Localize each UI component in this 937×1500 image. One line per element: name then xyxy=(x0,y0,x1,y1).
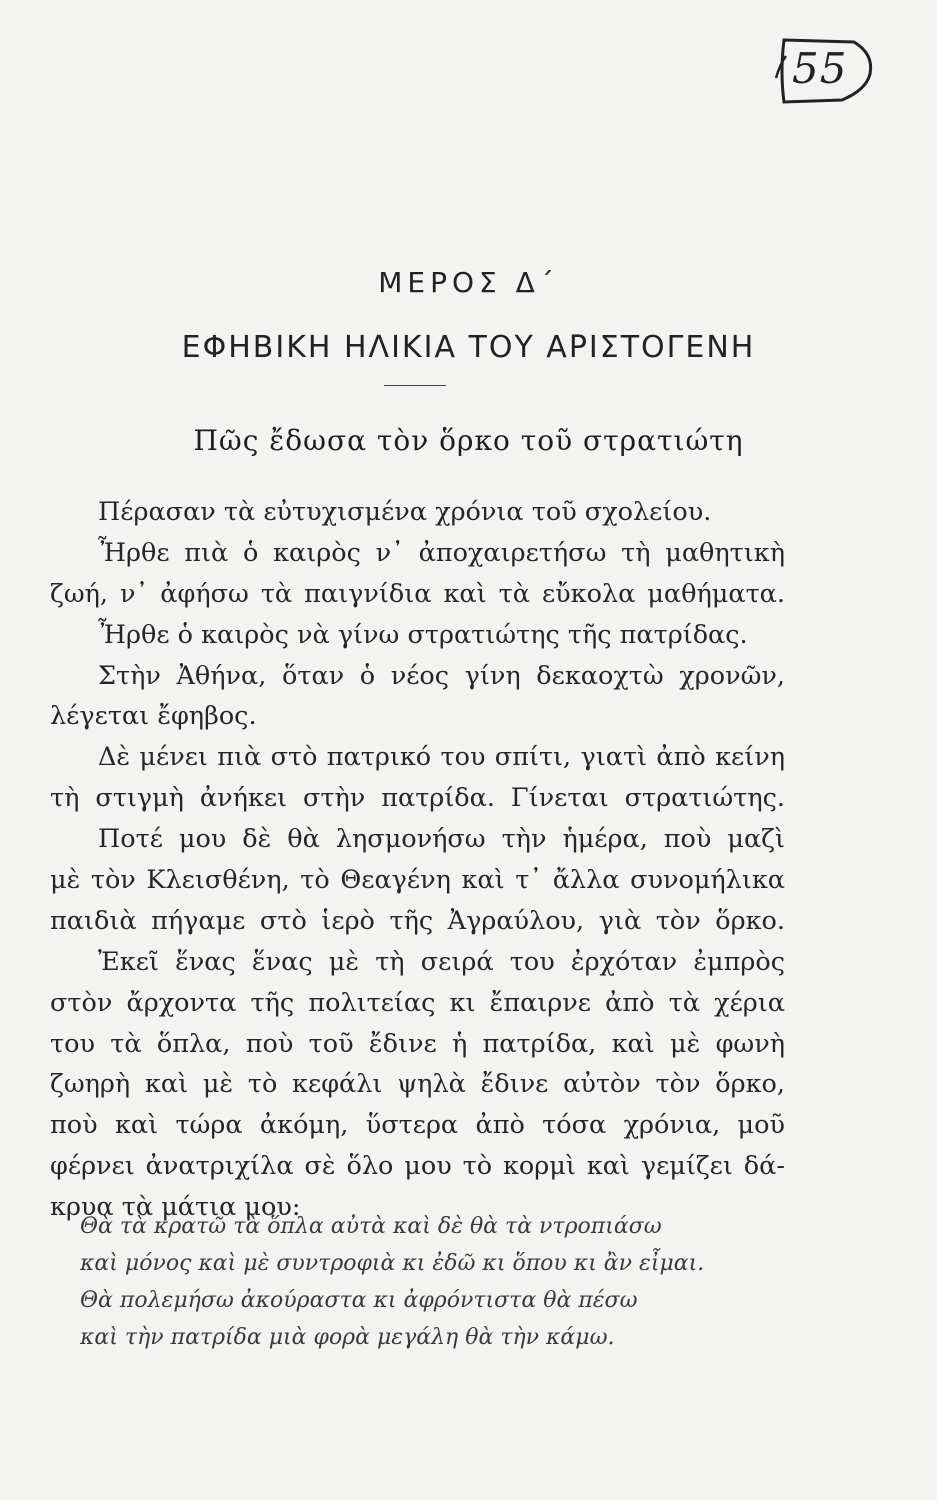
body-line: Ποτέ μου δὲ θὰ λησμονήσω τὴν ἡμέρα, ποὺ μαζὶ xyxy=(98,824,785,855)
title-divider xyxy=(384,385,446,386)
body-line: Δὲ μένει πιὰ στὸ πατρικό του σπίτι, γιατὶ ἀπὸ κείνη xyxy=(98,742,785,773)
body-line: Ἐκεῖ ἕνας ἕνας μὲ τὴ σειρά του ἐρχόταν ἐμπρὸς xyxy=(98,946,785,977)
body-line: ζωηρὴ καὶ μὲ τὸ κεφάλι ψηλὰ ἔδινε αὐτὸν τὸν ὅρκο, xyxy=(50,1069,785,1100)
body-line: παιδιὰ πήγαμε στὸ ἱερὸ τῆς Ἀγραύλου, γιὰ τὸν ὅρκο. xyxy=(50,905,785,936)
verse-line: καὶ μόνος καὶ μὲ συντροφιὰ κι ἐδῶ κι ὅπου κι ἂν εἶμαι. xyxy=(80,1251,705,1276)
body-line: μὲ τὸν Κλεισθένη, τὸ Θεαγένη καὶ τ᾿ ἄλλα συνομήλικα xyxy=(50,865,785,896)
body-line: Πέρασαν τὰ εὐτυχισμένα χρόνια τοῦ σχολείου. xyxy=(98,497,712,527)
body-line: Ἦρθε ὁ καιρὸς νὰ γίνω στρατιώτης τῆς πατρίδας. xyxy=(98,619,748,650)
verse-line: Θὰ τὰ κρατῶ τὰ ὅπλα αὐτὰ καὶ δὲ θὰ τὰ ντροπιάσω xyxy=(80,1214,662,1239)
page-number-stamp xyxy=(770,34,878,108)
body-line: λέγεται ἔφηβος. xyxy=(50,701,257,732)
body-line: τὴ στιγμὴ ἀνήκει στὴν πατρίδα. Γίνεται στρατιώτης. xyxy=(50,783,785,814)
body-line: ζωή, ν᾿ ἀφήσω τὰ παιγνίδια καὶ τὰ εὔκολα μαθήματα. xyxy=(50,578,785,609)
part-subtitle: ΕΦΗΒΙΚΗ ΗΛΙΚΙΑ ΤΟΥ ΑΡΙΣΤΟΓΕΝΗ xyxy=(181,330,756,365)
chapter-title: Πῶς ἔδωσα τὸν ὅρκο τοῦ στρατιώτη xyxy=(193,424,744,457)
oath-verse xyxy=(80,1208,800,1356)
page-number: 55 xyxy=(792,44,848,93)
verse-line: καὶ τὴν πατρίδα μιὰ φορὰ μεγάλη θὰ τὴν κάμω. xyxy=(80,1325,615,1350)
body-line: στὸν ἄρχοντα τῆς πολιτείας κι ἔπαιρνε ἀπὸ τὰ χέρια xyxy=(50,987,785,1018)
body-text xyxy=(50,492,785,1228)
body-line: Στὴν Ἀθήνα, ὅταν ὁ νέος γίνη δεκαοχτὼ χρονῶν, xyxy=(98,660,785,691)
body-line: ποὺ καὶ τώρα ἀκόμη, ὕστερα ἀπὸ τόσα χρόνια, μοῦ xyxy=(50,1110,785,1141)
verse-line: Θὰ πολεμήσω ἀκούραστα κι ἀφρόντιστα θὰ πέσω xyxy=(80,1288,638,1313)
body-line: φέρνει ἀνατριχίλα σὲ ὅλο μου τὸ κορμὶ καὶ γεμίζει δά- xyxy=(50,1151,785,1182)
body-line: κρυα τὰ μάτια μου: xyxy=(50,1192,301,1223)
body-line: του τὰ ὅπλα, ποὺ τοῦ ἔδινε ἡ πατρίδα, καὶ μὲ φωνὴ xyxy=(50,1028,785,1059)
part-heading: ΜΕΡΟΣ Δ΄ xyxy=(378,266,559,299)
body-line: Ἦρθε πιὰ ὁ καιρὸς ν᾿ ἀποχαιρετήσω τὴ μαθητικὴ xyxy=(98,537,785,568)
